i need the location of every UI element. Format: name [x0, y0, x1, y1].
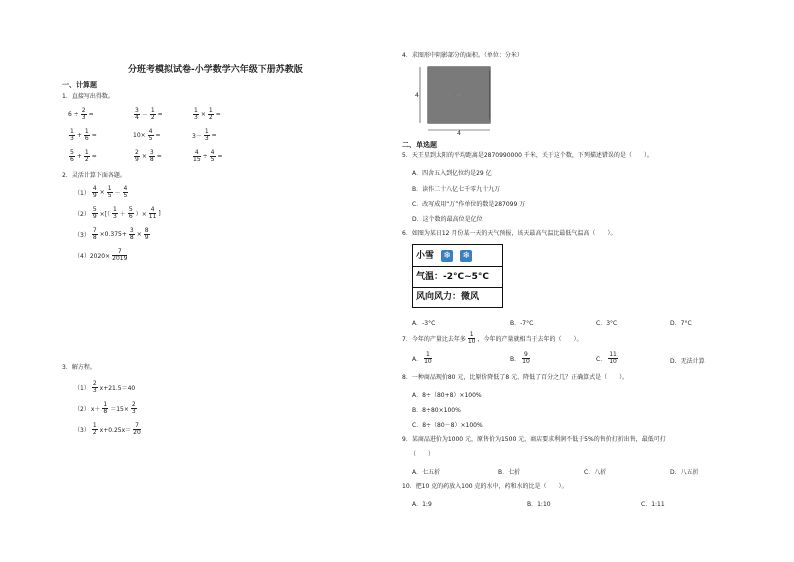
question-7: 7．今年的产量比去年多 $\frac{1}{10}$ ，今年的产量就相当于去年的（ ）。	[402, 331, 583, 345]
page-title: 分班考模拟试卷-小学数学六年级下册苏教版	[128, 65, 303, 75]
dim-height: 4	[415, 92, 419, 99]
q9-option-c[interactable]: C．八折	[584, 469, 607, 476]
weather-wind-row: 风向风力：微风	[416, 292, 480, 302]
calc-9: $\frac{4}{15}$ ÷ $\frac{4}{5}$ =	[193, 149, 223, 163]
q10-option-a[interactable]: A．1:9	[412, 501, 432, 508]
snow-icon: ❄	[460, 250, 472, 262]
q5-option-c[interactable]: C．改写成用“万”作单位的数是287099 万	[412, 201, 526, 208]
question-6: 6．如图为某日12 月份某一天的天气预报，该天最高气温比最低气温高（ ）。	[402, 230, 617, 237]
q6-option-c[interactable]: C．3°C	[596, 320, 618, 327]
q2-item-3: （3） $\frac{7}{8}$ ×0.375+ $\frac{3}{8}$ × $\frac{8}{9}$	[74, 227, 149, 241]
calc-3: $\frac{1}{3}$ × $\frac{1}{2}$ =	[194, 107, 221, 121]
q9-option-d[interactable]: D．八五折	[670, 469, 699, 476]
q2-item-1: （1） $\frac{4}{9}$ × $\frac{1}{5}$ － $\frac{4}{5}$	[74, 185, 128, 199]
q5-option-a[interactable]: A．四舍五入到亿位约是29 亿	[412, 170, 492, 177]
question-2: 2．灵活计算下面各题。	[62, 172, 126, 179]
calc-8: $\frac{2}{9}$ × $\frac{3}{8}$ =	[135, 149, 162, 163]
dim-width: 4	[457, 130, 461, 136]
weather-condition-row: 小雪 ❄ ❄	[413, 245, 502, 267]
q7-option-b[interactable]: B． $\frac{9}{10}$	[510, 351, 530, 365]
calc-4: $\frac{1}{3}$ + $\frac{1}{6}$ =	[70, 128, 97, 142]
question-3: 3．解方程。	[62, 364, 96, 371]
calc-1: 6 ÷ $\frac{2}{3}$ =	[68, 107, 94, 121]
weather-forecast-card	[412, 244, 503, 308]
q7-option-d[interactable]: D．无法计算	[670, 358, 705, 365]
q2-item-2: （2） $\frac{5}{9}$ ×[（ $\frac{1}{3}$ ＋ $\frac{5}{6}$ ）× $\frac{4}{11}$ ]	[74, 206, 161, 220]
section-calc-title: 一、计算题	[62, 81, 97, 89]
q8-option-a[interactable]: A．8÷（80+8）×100%	[412, 392, 482, 399]
q6-option-d[interactable]: D．7°C	[670, 320, 692, 327]
q8-option-b[interactable]: B．8÷80×100%	[412, 407, 461, 414]
calc-6: 3－ $\frac{1}{3}$ =	[192, 128, 217, 142]
q9-option-b[interactable]: B．七折	[498, 469, 521, 476]
q5-option-b[interactable]: B．读作二十八亿七千零九十九万	[412, 186, 501, 193]
question-9: 9．某商品进价为1000 元，原售价为1500 元，商店要求利润不低于5%的售价打折出售，最低可打	[402, 436, 666, 443]
shaded-area-figure	[412, 64, 494, 136]
q10-option-c[interactable]: C．1:11	[641, 501, 665, 508]
q6-option-a[interactable]: A．-3°C	[412, 320, 436, 327]
q10-option-b[interactable]: B．1:10	[527, 501, 551, 508]
calc-7: $\frac{5}{6}$ + $\frac{1}{2}$ =	[70, 149, 97, 163]
q7-option-c[interactable]: C． $\frac{11}{10}$	[596, 351, 617, 365]
question-8: 8．一种商品现价80 元，比原价降低了8 元，降低了百分之几？正确算式是（ ）。	[402, 374, 629, 381]
equation-2: （2） x＋ $\frac{1}{8}$ ＝15× $\frac{2}{3}$	[74, 401, 136, 415]
weather-temperature-row: 气温：-2°C~5°C	[413, 267, 502, 288]
question-4: 4．求图形中阴影部分的面积。（单位：分米）	[402, 52, 523, 59]
q8-option-c[interactable]: C．8÷（80－8）×100%	[412, 422, 483, 429]
calc-2: $\frac{3}{4}$ － $\frac{1}{2}$ =	[135, 107, 163, 121]
q5-option-d[interactable]: D．这个数的最高位是亿位	[412, 216, 483, 223]
q2-item-4: （4）2020× $\frac{7}{2019}$	[74, 248, 128, 262]
equation-1: （1） $\frac{2}{3}$ x+21.5＝40	[74, 380, 136, 394]
question-5: 5．天王星到太阳的平均距离是2870990000 千米，关于这个数，下列描述错误的是（ ）。	[402, 152, 653, 159]
section-choice-title: 二、单选题	[402, 141, 437, 149]
calc-5: 10× $\frac{4}{5}$ =	[133, 128, 161, 142]
q7-option-a[interactable]: A． $\frac{1}{10}$	[412, 351, 432, 365]
q9-option-a[interactable]: A．七五折	[412, 469, 441, 476]
snow-icon: ❄	[441, 250, 453, 262]
question-9-blank: （ ）	[410, 451, 435, 458]
question-1: 1．直接写出得数。	[62, 93, 114, 100]
question-10: 10．把10 克的药放入100 克的水中，药和水的比是（ ）。	[402, 483, 568, 490]
equation-3: （3） $\frac{1}{2}$ x+0.25x＝ $\frac{7}{20}$	[74, 422, 141, 436]
q6-option-b[interactable]: B．-7°C	[510, 320, 534, 327]
